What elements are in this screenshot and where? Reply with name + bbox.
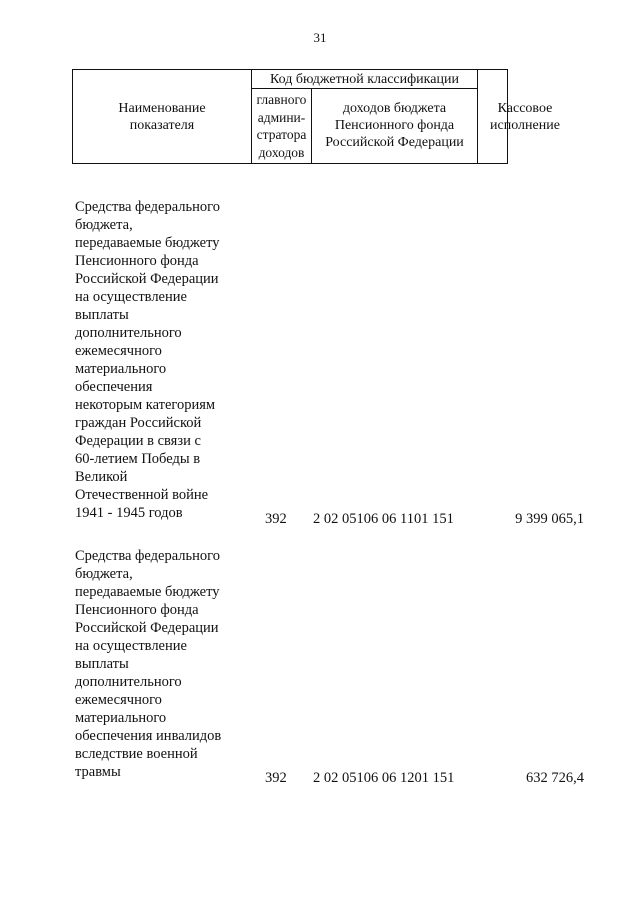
- header-name-col: [73, 100, 251, 134]
- row-name-line: 1941 - 1945 годов: [75, 505, 183, 521]
- header-cash-line: исполнение: [490, 118, 560, 133]
- code-group-bottom-border: [251, 88, 477, 89]
- row-name-line: травмы: [75, 764, 121, 780]
- header-cash-line: Кассовое: [497, 101, 553, 116]
- row-1-amount: 9 399 065,1: [515, 511, 584, 527]
- header-code-group: Код бюджетной классификации: [270, 72, 459, 87]
- header-admin-line: админи-: [257, 109, 306, 125]
- header-admin-line: главного: [256, 92, 307, 107]
- header-income-line: Российской Федерации: [325, 135, 464, 150]
- row-name-line: бюджета,: [75, 217, 133, 233]
- row-name-line: на осуществление: [75, 638, 187, 654]
- row-name-line: выплаты: [75, 307, 129, 323]
- header-income-col: [312, 100, 477, 151]
- header-cash-col: [478, 100, 572, 134]
- row-name-line: бюджета,: [75, 566, 133, 582]
- row-name-line: Пенсионного фонда: [75, 253, 199, 269]
- header-name-line: показателя: [129, 118, 195, 133]
- row-name-line: граждан Российской: [75, 415, 202, 431]
- row-name-line: Федерации в связи с: [75, 433, 201, 449]
- header-bottom-border: [72, 163, 508, 164]
- row-name-line: на осуществление: [75, 289, 187, 305]
- row-name-line: передаваемые бюджету: [75, 235, 220, 251]
- row-name-line: Пенсионного фонда: [75, 602, 199, 618]
- row-1-admin-code: 392: [265, 511, 287, 527]
- row-name-line: выплаты: [75, 656, 129, 672]
- row-name-line: дополнительного: [75, 325, 182, 341]
- row-name-line: Отечественной войне: [75, 487, 209, 503]
- row-name-line: 60-летием Победы в: [75, 451, 201, 467]
- header-admin-line: стратора: [256, 127, 307, 142]
- row-1-budget-code: 2 02 05106 06 1101 151: [313, 511, 454, 527]
- row-name-line: дополнительного: [75, 674, 182, 690]
- row-2-amount: 632 726,4: [526, 770, 584, 786]
- row-name-line: обеспечения: [75, 379, 153, 395]
- row-name-line: Российской Федерации: [75, 271, 219, 287]
- row-name-line: некоторым категориям: [75, 397, 216, 413]
- row-name-line: Средства федерального: [75, 199, 220, 215]
- row-name-line: ежемесячного: [75, 343, 162, 359]
- row-2-budget-code: 2 02 05106 06 1201 151: [313, 770, 455, 786]
- header-name-line: Наименование: [118, 101, 206, 116]
- row-name-line: материального: [75, 361, 167, 377]
- row-name-line: обеспечения инвалидов: [75, 728, 222, 744]
- row-name-line: Российской Федерации: [75, 620, 219, 636]
- header-top-border: [72, 69, 508, 70]
- row-name-line: передаваемые бюджету: [75, 584, 220, 600]
- row-name-line: ежемесячного: [75, 692, 162, 708]
- header-admin-line: доходов: [258, 144, 305, 160]
- row-name-line: материального: [75, 710, 167, 726]
- row-name-line: вследствие военной: [75, 746, 198, 762]
- page-number: 31: [313, 30, 327, 45]
- row-name-line: Средства федерального: [75, 548, 220, 564]
- header-income-line: доходов бюджета: [342, 101, 447, 116]
- row-2-name: [75, 547, 255, 781]
- header-income-line: Пенсионного фонда: [334, 118, 455, 133]
- row-1-name: [75, 198, 255, 522]
- row-2-admin-code: 392: [265, 770, 287, 786]
- row-name-line: Великой: [75, 469, 128, 485]
- header-admin-col: [251, 91, 312, 161]
